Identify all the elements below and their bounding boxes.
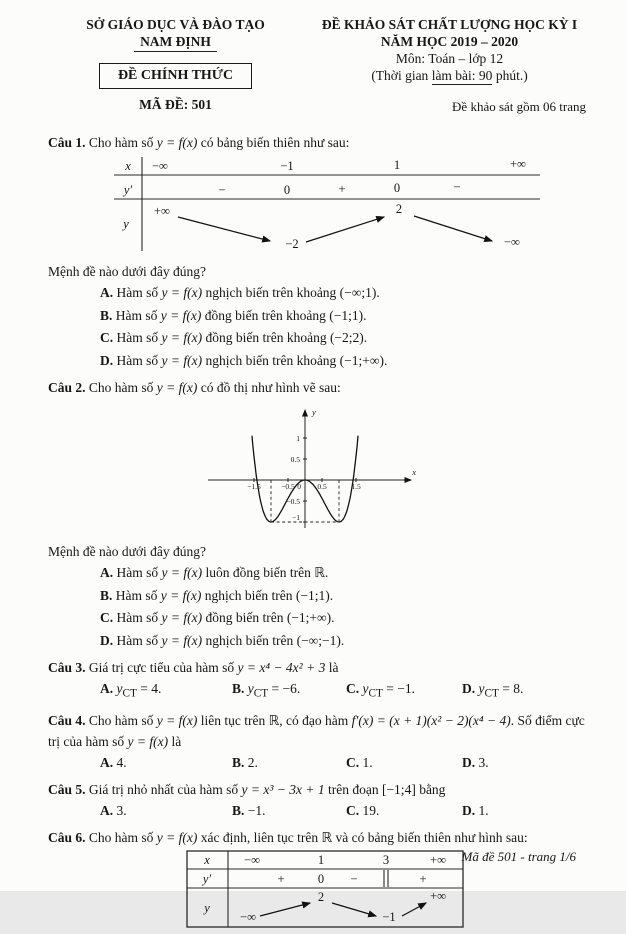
svg-text:+∞: +∞: [510, 157, 526, 171]
svg-text:y′: y′: [123, 183, 133, 197]
svg-text:+∞: +∞: [430, 852, 446, 867]
q4-option-a: A. 4.: [100, 754, 127, 770]
svg-text:y: y: [123, 217, 129, 231]
q4-options: [48, 752, 586, 774]
page-footer: Mã đề 501 - trang 1/6: [461, 849, 576, 864]
svg-text:1.5: 1.5: [351, 482, 361, 491]
q6-table-svg: [186, 850, 464, 928]
q4-option-d: D. 3.: [462, 754, 489, 770]
svg-text:2: 2: [395, 202, 403, 216]
svg-text:−∞: −∞: [152, 159, 168, 173]
department-name: SỞ GIÁO DỤC VÀ ĐÀO TẠO: [86, 17, 265, 32]
svg-text:x: x: [125, 159, 131, 173]
school-year: NĂM HỌC 2019 – 2020: [380, 34, 519, 49]
q2-options: [48, 562, 586, 652]
question-2: [48, 377, 586, 652]
q5-stem: Câu 5. Giá trị nhỏ nhất của hàm số y = x³ − 3x + 1 trên đoạn [−1;4] bằng: [48, 781, 446, 797]
q6-arrow-up-2: [402, 903, 426, 916]
svg-text:−∞: −∞: [244, 852, 260, 867]
svg-text:−∞: −∞: [504, 235, 520, 249]
duration-line: (Thời gian làm bài: 90 phút.): [371, 68, 528, 83]
svg-text:0: 0: [297, 482, 301, 491]
province-name: NAM ĐỊNH: [134, 34, 217, 52]
q1-option-a: A. Hàm số y = f(x) nghịch biến trên khoảng (−∞;1).: [100, 285, 380, 300]
svg-text:−1: −1: [382, 909, 396, 924]
svg-text:−2: −2: [285, 237, 299, 251]
question-3: [48, 657, 586, 705]
subject-line: Môn: Toán – lớp 12: [395, 51, 504, 66]
q5-options: [48, 800, 586, 822]
svg-text:0.5: 0.5: [317, 482, 327, 491]
q1-arrow-down-2: [414, 216, 492, 241]
question-4: [48, 710, 586, 774]
exam-code: MÃ ĐỀ: 501: [139, 97, 212, 112]
q2-option-c: C. Hàm số y = f(x) đồng biến trên (−1;+∞).: [100, 610, 335, 625]
header: [0, 0, 626, 115]
q1-option-b: B. Hàm số y = f(x) đồng biến trên khoảng (−1;1).: [100, 307, 367, 323]
official-exam-box: ĐỀ CHÍNH THỨC: [99, 63, 252, 89]
q1-prompt: Mệnh đề nào dưới đây đúng?: [48, 264, 207, 279]
svg-text:y′: y′: [202, 871, 212, 886]
svg-text:−: −: [453, 180, 461, 194]
q3-option-b: B. $y_{CT} = -6$.: [232, 681, 301, 700]
header-left: [48, 16, 303, 115]
q1-option-d: D. Hàm số y = f(x) nghịch biến trên khoảng (−1;+∞).: [100, 352, 388, 368]
svg-text:3: 3: [382, 852, 390, 867]
q3-option-d: D. $y_{CT} = 8$.: [462, 681, 524, 700]
q1-arrow-down-1: [178, 217, 270, 241]
svg-text:+∞: +∞: [154, 204, 170, 218]
svg-text:x: x: [204, 852, 210, 867]
q5-option-a: A. 3.: [100, 802, 127, 818]
q2-graph-svg: [193, 398, 418, 533]
q3-option-a: A. $y_{CT} = 4$.: [100, 681, 162, 700]
svg-text:1: 1: [296, 434, 300, 443]
q5-option-b: B. −1.: [232, 802, 266, 818]
question-5: [48, 779, 586, 822]
q5-option-d: D. 1.: [462, 802, 489, 818]
svg-text:−1: −1: [292, 513, 300, 522]
q1-options: [48, 282, 586, 372]
q2-stem: Câu 2. Cho hàm số y = f(x) có đồ thị như hình vẽ sau:: [48, 380, 341, 395]
question-6: [48, 827, 586, 934]
svg-text:1: 1: [317, 852, 325, 867]
svg-text:−: −: [350, 871, 358, 886]
header-right: [303, 16, 596, 115]
q5-option-c: C. 19.: [346, 802, 380, 818]
q4-option-c: C. 1.: [346, 754, 373, 770]
svg-text:−: −: [218, 183, 226, 197]
svg-text:+: +: [277, 871, 285, 886]
svg-text:0.5: 0.5: [290, 455, 300, 464]
q4-stem: Câu 4. Cho hàm số y = f(x) liên tục trên ℝ, có đạo hàm f′(x) = (x + 1)(x² − 2)(x⁴ − 4). Số điểm cực trị của hàm số y = f(x) là: [48, 712, 585, 749]
svg-text:0: 0: [393, 181, 401, 195]
question-1: [48, 132, 586, 372]
q6-stem: Câu 6. Cho hàm số y = f(x) xác định, liên tục trên ℝ và có bảng biến thiên như hình sau:: [48, 829, 528, 845]
svg-text:−∞: −∞: [240, 909, 256, 924]
svg-text:+∞: +∞: [430, 888, 446, 903]
q2-option-d: D. Hàm số y = f(x) nghịch biến trên (−∞;−1).: [100, 632, 345, 648]
svg-text:y: y: [204, 900, 210, 915]
q4-option-b: B. 2.: [232, 754, 258, 770]
q3-options: [48, 678, 586, 705]
svg-text:−1: −1: [280, 159, 294, 173]
svg-text:y: y: [312, 407, 316, 417]
q1-arrow-up: [306, 217, 384, 242]
q6-arrow-down: [332, 903, 376, 916]
svg-text:−1.5: −1.5: [247, 482, 261, 491]
q2-function-graph: [193, 398, 586, 539]
svg-text:x: x: [412, 467, 416, 477]
svg-text:+: +: [338, 182, 346, 196]
q1-variation-table: [112, 155, 586, 259]
svg-text:1: 1: [393, 158, 401, 172]
q3-option-c: C. $y_{CT} = -1$.: [346, 681, 415, 700]
pages-note: Đề khảo sát gồm 06 trang: [452, 99, 586, 114]
q1-table-svg: [112, 155, 542, 253]
q2-prompt: Mệnh đề nào dưới đây đúng?: [48, 544, 207, 559]
svg-text:−0.5: −0.5: [281, 482, 295, 491]
q6-arrow-up-1: [260, 903, 310, 916]
svg-text:+: +: [419, 871, 427, 886]
q2-option-b: B. Hàm số y = f(x) nghịch biến trên (−1;1).: [100, 587, 334, 603]
svg-text:0: 0: [317, 871, 325, 886]
q1-option-c: C. Hàm số y = f(x) đồng biến trên khoảng (−2;2).: [100, 330, 368, 345]
exam-title: ĐỀ KHẢO SÁT CHẤT LƯỢNG HỌC KỲ I: [321, 17, 578, 32]
svg-text:−0.5: −0.5: [286, 497, 300, 506]
svg-text:0: 0: [283, 183, 291, 197]
questions-area: [0, 115, 626, 934]
svg-text:2: 2: [317, 889, 325, 904]
q3-stem: Câu 3. Giá trị cực tiểu của hàm số y = x⁴ − 4x² + 3 là: [48, 660, 339, 675]
q2-option-a: A. Hàm số y = f(x) luôn đồng biến trên ℝ.: [100, 565, 329, 580]
q1-stem: Câu 1. Cho hàm số y = f(x) có bảng biến thiên như sau:: [48, 135, 350, 150]
